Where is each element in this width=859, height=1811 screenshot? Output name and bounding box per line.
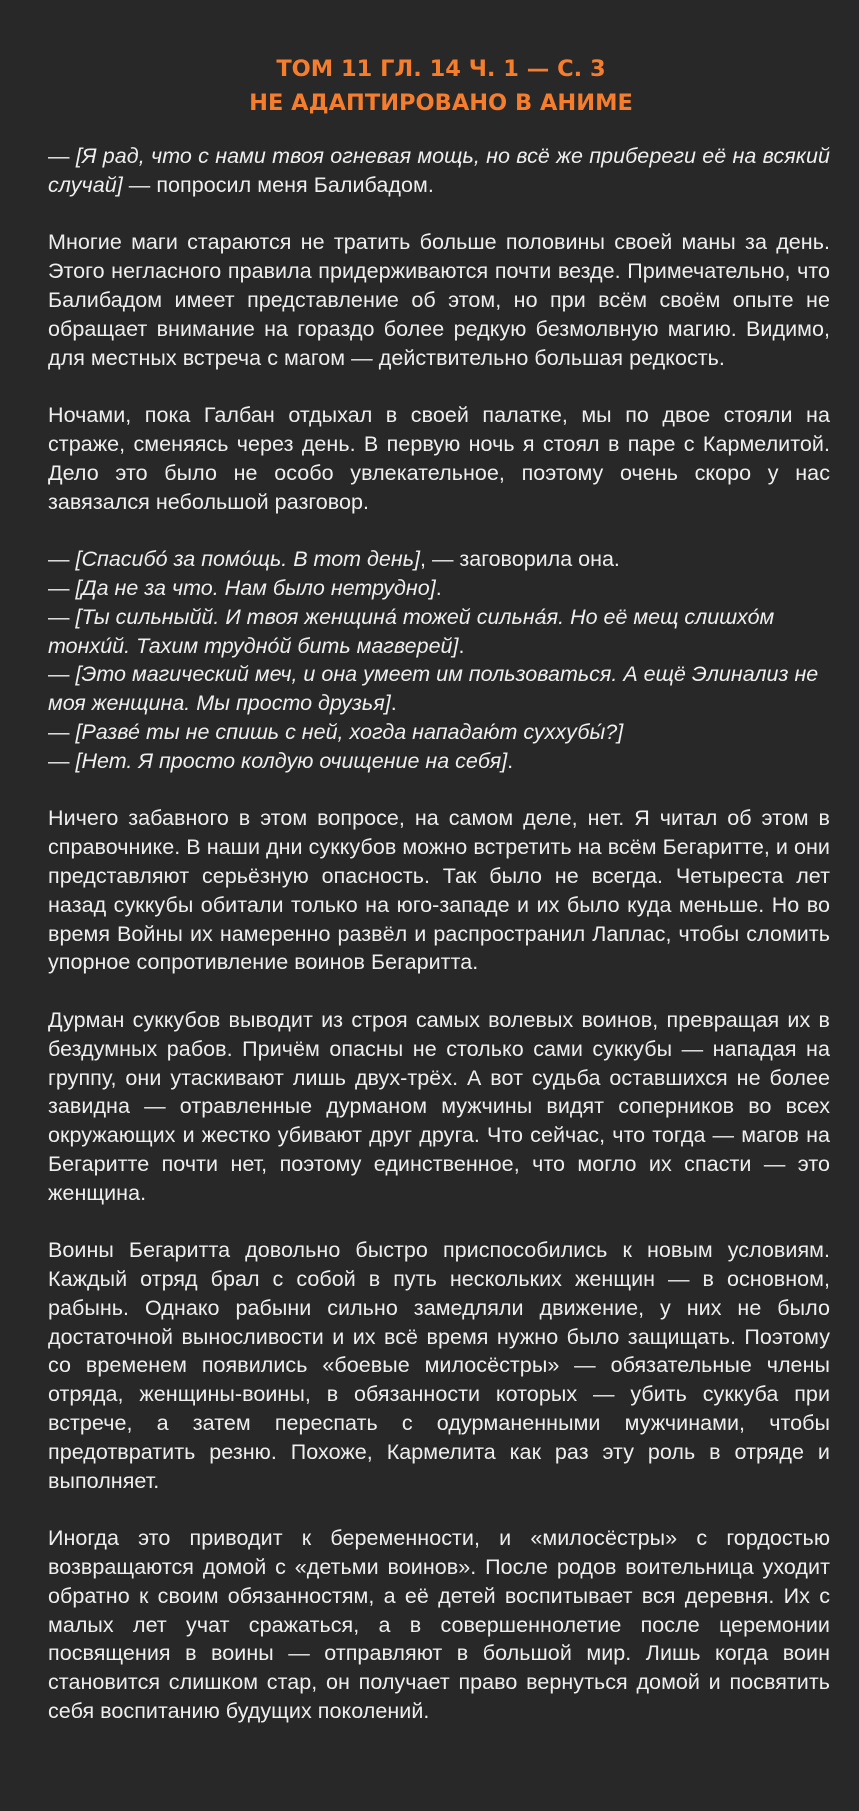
dialogue-block — [48, 545, 830, 775]
dialogue-quote: [Разве́ ты не спишь с ней, хогда нападаю́т суххубы́?] — [75, 719, 624, 744]
dialogue-quote: [Да не за что. Нам было нетрудно] — [75, 575, 436, 600]
dialogue-dash: — — [48, 575, 76, 600]
chapter-header — [48, 52, 830, 120]
dialogue-attribution: . — [435, 575, 442, 600]
intro-quote: [Я рад, что с нами твоя огневая мощь, но всё же прибереги её на всякий случай] — [48, 144, 831, 197]
dialogue-dash: — — [48, 662, 76, 687]
intro-dash: — — [48, 144, 76, 168]
dialogue-quote: [Ты сильныйй. И твоя женщина́ тожей сильна́я. Но её мещ слишхо́м тонхи́й. Тахим трудно́й бить магверей] — [48, 604, 775, 658]
paragraph-3: Ничего забавного в этом вопросе, на самом деле, нет. Я читал об этом в справочнике. В наши дни суккубов можно встретить на всём Бегаритте, и они представляют серьёзную опасность. Так было не всегда. Четыреста лет назад суккубы обитали только на юго-западе и их было куда меньше. Но во время Войны их намеренно развёл и распространил Лаплас, чтобы сломить упорное сопротивление воинов Бегаритта. — [48, 806, 830, 975]
dialogue-line-5 — [48, 718, 830, 747]
chapter-subtitle: НЕ АДАПТИРОВАНО В АНИМЕ — [249, 90, 633, 116]
dialogue-attribution: , — заговорила она. — [420, 547, 620, 572]
chapter-title: ТОМ 11 ГЛ. 14 Ч. 1 — С. 3 — [276, 56, 606, 82]
paragraph-2: Ночами, пока Галбан отдыхал в своей палатке, мы по двое стояли на страже, сменяясь через день. В первую ночь я стоял в паре с Кармелитой. Дело это было не особо увлекательное, поэтому очень скоро у нас завязался небольшой разговор. — [48, 403, 830, 514]
intro-paragraph — [48, 142, 830, 200]
paragraph-5: Воины Бегаритта довольно быстро приспособились к новым условиям. Каждый отряд брал с собой в путь нескольких женщин — в основном, рабынь. Однако рабыни сильно замедляли движение, у них не было достаточной выносливости и их всё время нужно было защищать. Поэтому со временем появились «боевые милосёстры» — обязательные члены отряда, женщины-воины, в обязанности которых — убить суккуба при встрече, а затем переспать с одурманенными мужчинами, чтобы предотвратить резню. Похоже, Кармелита как раз эту роль в отряде и выполняет. — [48, 1238, 830, 1493]
dialogue-line-2 — [48, 574, 830, 603]
dialogue-attribution: . — [458, 633, 465, 658]
dialogue-dash: — — [48, 748, 76, 773]
paragraph-6: Иногда это приводит к беременности, и «милосёстры» с гордостью возвращаются домой с «детьми воинов». После родов воительница уходит обратно к своим обязанностям, а её детей воспитывает вся деревня. Их с малых лет учат сражаться, а в совершеннолетие после церемонии посвящения в воины — отправляют в большой мир. Лишь когда воин становится слишком стар, он получает право вернуться домой и посвятить себя воспитанию будущих поколений. — [48, 1526, 830, 1724]
dialogue-dash: — — [48, 547, 76, 572]
dialogue-attribution: . — [390, 691, 397, 716]
dialogue-attribution: . — [507, 748, 514, 773]
dialogue-quote: [Это магический меч, и она умеет им пользоваться. А ещё Элинализ не моя женщина. Мы просто друзья] — [48, 662, 819, 716]
intro-attribution: — попросил меня Балибадом. — [122, 172, 434, 197]
chapter-body — [48, 142, 830, 1726]
dialogue-line-3 — [48, 603, 830, 661]
dialogue-quote: [Спасибо́ за помо́щь. В тот день] — [75, 547, 420, 572]
dialogue-quote: [Нет. Я просто колдую очищение на себя] — [75, 748, 508, 773]
dialogue-line-6 — [48, 747, 830, 776]
paragraph-4: Дурман суккубов выводит из строя самых волевых воинов, превращая их в бездумных рабов. Причём опасны не столько сами суккубы — нападая на группу, они утаскивают лишь двух-трёх. А вот судьба оставшихся не более завидна — отравленные дурманом мужчины видят соперников во всех окружающих и жестко убивают друг друга. Что сейчас, что тогда — магов на Бегаритте почти нет, поэтому единственное, что могло их спасти — это женщина. — [48, 1007, 830, 1205]
dialogue-line-1 — [48, 545, 830, 574]
paragraph-1: Многие маги стараются не тратить больше половины своей маны за день. Этого негласного правила придерживаются почти везде. Примечательно, что Балибадом имеет представление об этом, но при всём своём опыте не обращает внимание на гораздо более редкую безмолвную магию. Видимо, для местных встреча с магом — действительно большая редкость. — [48, 230, 830, 370]
dialogue-line-4 — [48, 660, 830, 718]
dialogue-dash: — — [48, 604, 76, 629]
dialogue-dash: — — [48, 719, 76, 744]
